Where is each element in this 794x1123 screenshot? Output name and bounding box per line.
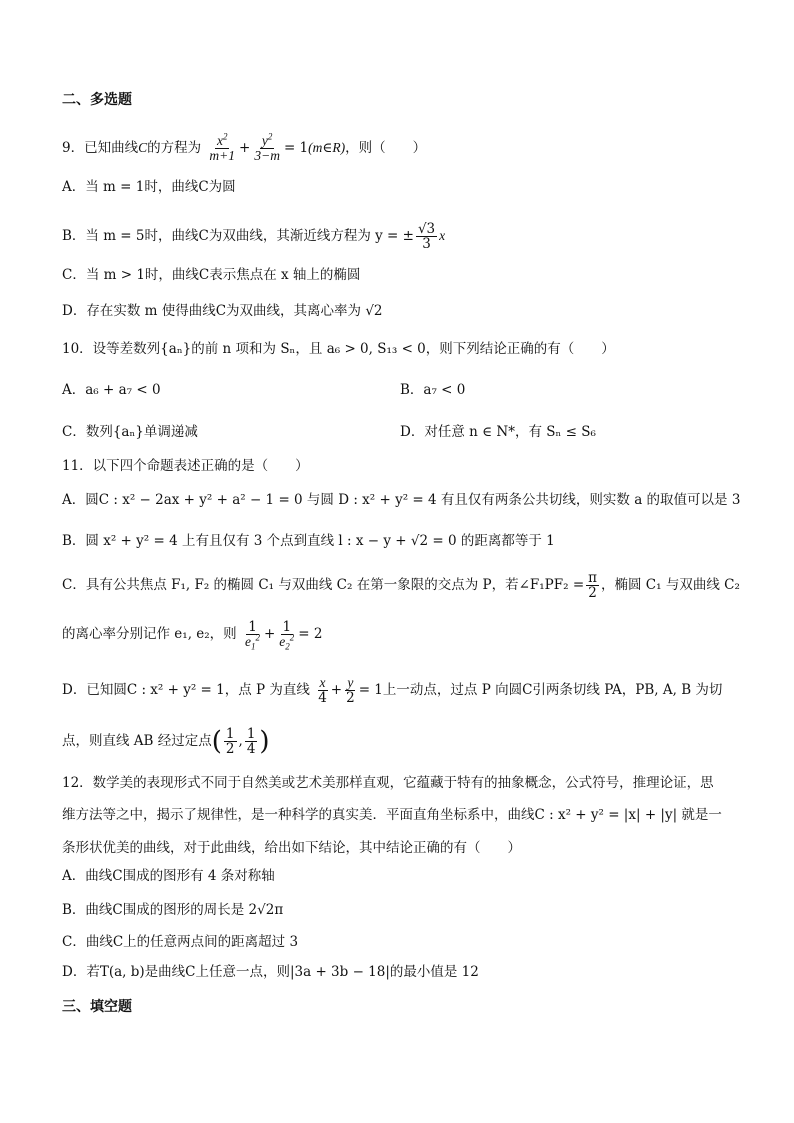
q11-option-d-text2: 上一动点，过点 P 向圆C引两条切线 PA，PB, A, B 为切	[382, 682, 723, 698]
q10-option-a: A．a₆ + a₇ < 0	[62, 382, 161, 398]
q9-option-a: A．当 m = 1时，曲线C为圆	[62, 179, 236, 195]
q11-option-b: B．圆 x² + y² = 4 上有且仅有 3 个点到直线 l : x − y + √2 = 0 的距离都等于 1	[62, 533, 555, 549]
q11-option-d-text3: 点，则直线 AB 经过定点	[62, 733, 212, 749]
q11-option-d-point-y: $\frac{1}{4}$	[246, 726, 256, 757]
q9-curve-symbol: C	[138, 140, 148, 155]
q11-option-c-pi-half: $\frac{\pi}{2}$	[588, 570, 598, 601]
q11-option-c-frac1: $\frac{1}{e_1^2}$	[244, 619, 260, 652]
question-12-stem-line2: 维方法等之中，揭示了规律性，是一种科学的真实美．平面直角坐标系中，曲线C : x² + y² = |x| + |y| 就是一	[62, 807, 722, 823]
q11-option-d-frac-y: $\frac{y}{2}$	[346, 675, 355, 706]
q11-option-c-text1: C．具有公共焦点 F₁, F₂ 的椭圆 C₁ 与双曲线 C₂ 在第一象限的交点为 P，若∠F₁PF₂ =	[62, 577, 585, 593]
question-12-stem-line3: 条形状优美的曲线，对于此曲线，给出如下结论，其中结论正确的有（ ）	[62, 840, 521, 856]
q11-option-d-point-x: $\frac{1}{2}$	[225, 726, 235, 757]
q10-option-b: B．a₇ < 0	[400, 382, 466, 398]
q9-fraction-x: $\frac{x^2}{m+1}$	[209, 131, 236, 163]
question-11-stem: 11．以下四个命题表述正确的是（ ）	[62, 458, 309, 474]
question-9-stem: 9．已知曲线C的方程为 $\frac{x^2}{m+1}$ + $\frac{y^2}{3-m}$ = 1(m∈R)，则（ ）	[62, 131, 427, 163]
q12-option-a: A．曲线C围成的图形有 4 条对称轴	[62, 868, 275, 884]
q11-option-d-line2: 点，则直线 AB 经过定点( $\frac{1}{2}$ , $\frac{1}{4}$ )	[62, 726, 270, 757]
q11-option-c-text2: ，椭圆 C₁ 与双曲线 C₂	[601, 577, 740, 593]
q9-option-b-text: B．当 m = 5时，曲线C为双曲线，其渐近线方程为 y = ±	[62, 228, 414, 244]
section-heading-multiple-choice: 二、多选题	[62, 92, 132, 108]
q11-option-c-line1	[62, 571, 740, 600]
q12-option-b: B．曲线C围成的图形的周长是 2√2π	[62, 902, 284, 918]
q9-option-d: D．存在实数 m 使得曲线C为双曲线，其离心率为 √2	[62, 303, 383, 319]
q9-fraction-y: $\frac{y^2}{3-m}$	[254, 131, 280, 163]
q12-option-c: C．曲线C上的任意两点间的距离超过 3	[62, 934, 299, 950]
q11-option-a: A．圆C : x² − 2ax + y² + a² − 1 = 0 与圆 D : x² + y² = 4 有且仅有两条公共切线，则实数 a 的取值可以是 3	[62, 492, 741, 508]
section-heading-fill-in: 三、填空题	[62, 999, 132, 1015]
q11-option-d-text1: D．已知圆C : x² + y² = 1，点 P 为直线	[62, 682, 310, 698]
q10-option-d: D．对任意 n ∈ N*，有 Sₙ ≤ S₆	[400, 424, 596, 440]
q11-option-c-line2: 的离心率分别记作 e₁, e₂，则 $\frac{1}{e_1^2}$ + $\frac{1}{e_2^2}$ = 2	[62, 619, 323, 652]
q11-option-d-frac-x: $\frac{x}{4}$	[318, 675, 327, 706]
q9-option-b: B．当 m = 5时，曲线C为双曲线，其渐近线方程为 y = ± $\frac{√3}{3}$ x	[62, 221, 446, 252]
q9-condition: (m∈R)	[308, 140, 346, 155]
q9-option-b-fraction: $\frac{√3}{3}$	[417, 221, 436, 252]
q10-option-c: C．数列{aₙ}单调递减	[62, 424, 198, 440]
q9-prefix: 9．已知曲线	[62, 140, 139, 156]
question-12-stem-line1: 12．数学美的表现形式不同于自然美或艺术美那样直观，它蕴藏于特有的抽象概念，公式符号，推理论证，思	[62, 775, 714, 791]
q9-suffix: ，则（ ）	[345, 140, 427, 156]
q12-option-d: D．若T(a, b)是曲线C上任意一点，则|3a + 3b − 18|的最小值是 12	[62, 964, 479, 980]
question-10-stem: 10．设等差数列{aₙ}的前 n 项和为 Sₙ，且 a₆ > 0, S₁₃ < 0，则下列结论正确的有（ ）	[62, 341, 615, 357]
q11-option-c-frac2: $\frac{1}{e_2^2}$	[279, 619, 295, 652]
q11-option-d-line1: D．已知圆C : x² + y² = 1，点 P 为直线 $\frac{x}{4}$ + $\frac{y}{2}$ = 1上一动点，过点 P 向圆C引两条切线 PA，PB, A, B 为切	[62, 675, 723, 706]
q9-option-c: C．当 m > 1时，曲线C表示焦点在 x 轴上的椭圆	[62, 267, 361, 283]
q11-option-c-text3: 的离心率分别记作 e₁, e₂，则	[62, 626, 237, 642]
q9-mid: 的方程为	[147, 140, 202, 156]
